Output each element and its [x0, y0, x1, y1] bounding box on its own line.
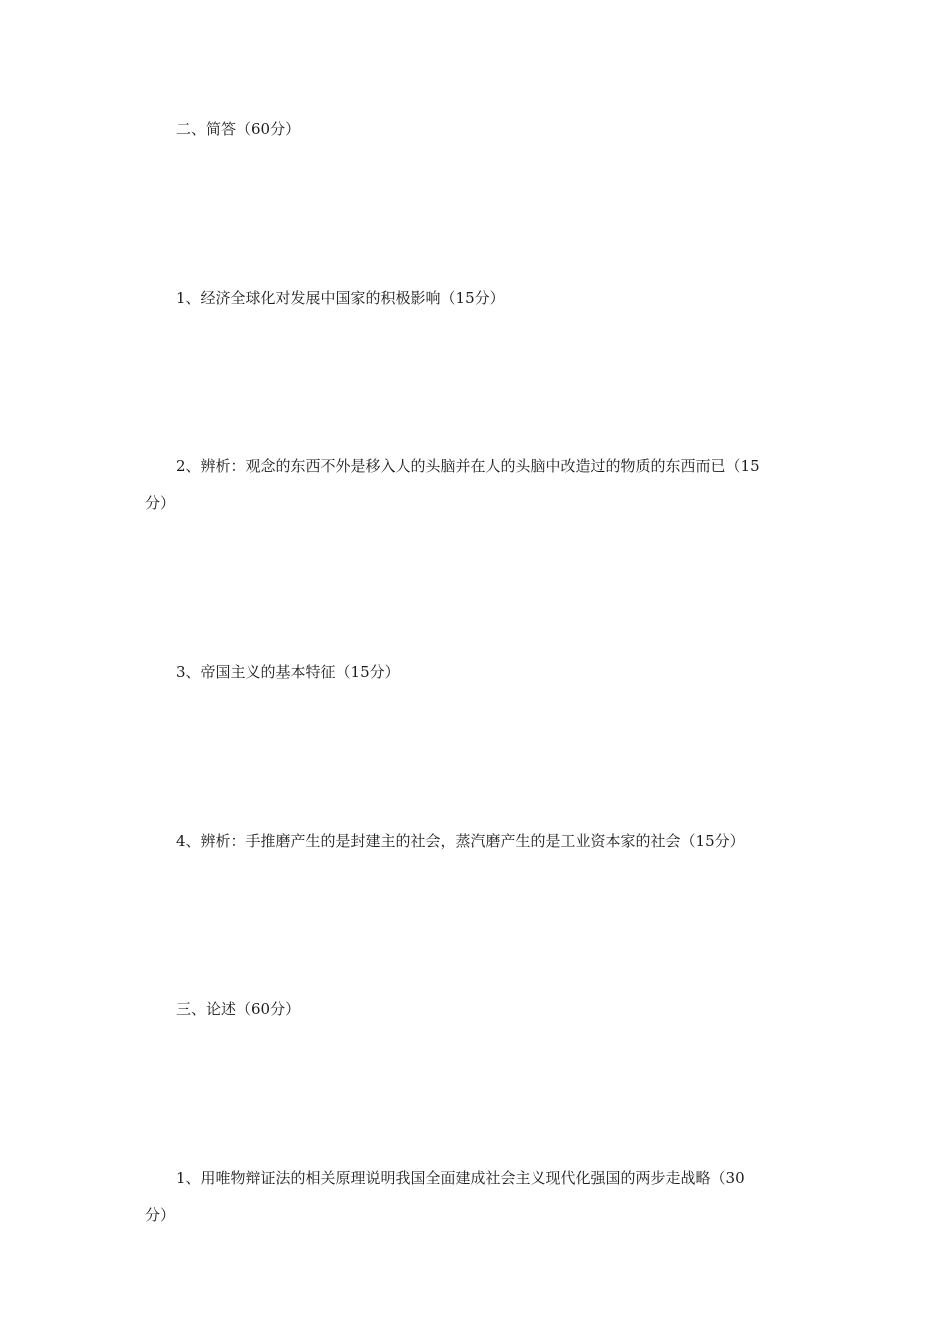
question-4: 4、辨析：手推磨产生的是封建主的社会，蒸汽磨产生的是工业资本家的社会（15分）: [176, 832, 745, 850]
question-2-line-2: 分）: [145, 494, 176, 512]
section-heading-short-answer: 二、简答（60分）: [176, 120, 301, 138]
essay-question-1-line-2: 分）: [145, 1206, 176, 1224]
section-heading-essay: 三、论述（60分）: [176, 1000, 301, 1018]
question-2-line-1: 2、辨析：观念的东西不外是移入人的头脑并在人的头脑中改造过的物质的东西而已（15: [176, 457, 760, 475]
question-3: 3、帝国主义的基本特征（15分）: [176, 663, 400, 681]
essay-question-1-line-1: 1、用唯物辩证法的相关原理说明我国全面建成社会主义现代化强国的两步走战略（30: [176, 1169, 745, 1187]
question-1: 1、经济全球化对发展中国家的积极影响（15分）: [176, 289, 505, 307]
